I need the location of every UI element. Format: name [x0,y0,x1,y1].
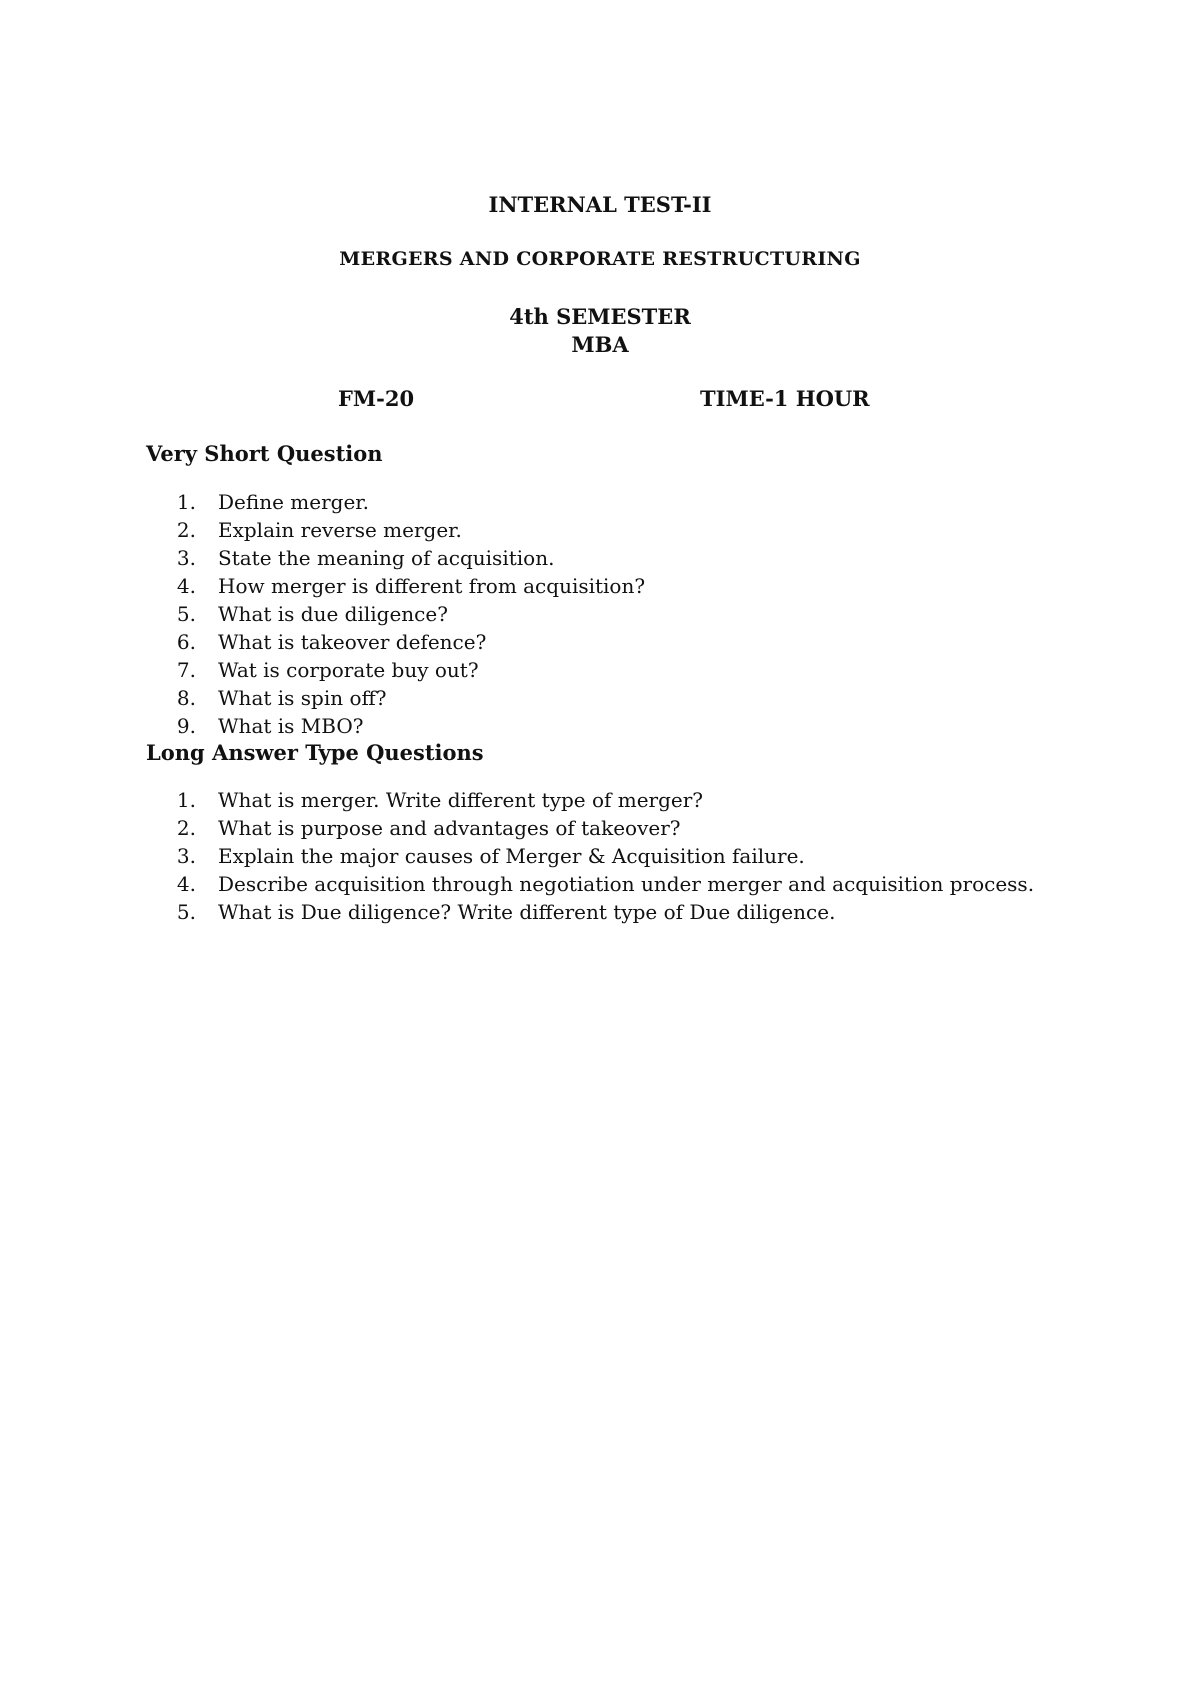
question-text: Describe acquisition through negotiation under merger and acquisition process. [218,872,1035,896]
question-number: 4. [176,872,196,896]
list-item [146,898,1034,926]
question-number: 5. [176,900,196,924]
question-number: 1. [176,788,196,812]
semester-label: 4th SEMESTER [509,304,691,329]
question-text: How merger is different from acquisition? [218,574,646,598]
question-number: 6. [176,630,196,654]
time-limit: TIME-1 HOUR [700,386,870,411]
question-number: 7. [176,658,196,682]
program-label: MBA [571,332,629,357]
list-item [146,628,645,656]
list-item [146,600,645,628]
list-item [146,488,645,516]
question-text: State the meaning of acquisition. [218,546,555,570]
question-number: 9. [176,714,196,738]
question-text: Wat is corporate buy out? [218,658,479,682]
very-short-question-list [146,488,645,740]
list-item [146,814,1034,842]
list-item [146,684,645,712]
subject-title: MERGERS AND CORPORATE RESTRUCTURING [339,248,861,270]
list-item [146,516,645,544]
question-text: Define merger. [218,490,370,514]
question-text: What is takeover defence? [218,630,487,654]
very-short-heading: Very Short Question [146,441,383,466]
question-text: What is spin off? [218,686,387,710]
long-answer-question-list [146,786,1034,926]
question-number: 3. [176,844,196,868]
question-number: 2. [176,816,196,840]
question-number: 8. [176,686,196,710]
question-text: What is due diligence? [218,602,448,626]
list-item [146,870,1034,898]
list-item [146,572,645,600]
question-text: What is merger. Write different type of merger? [218,788,704,812]
question-number: 3. [176,546,196,570]
test-title: INTERNAL TEST-II [488,192,712,217]
list-item [146,712,645,740]
list-item [146,544,645,572]
list-item [146,842,1034,870]
question-number: 1. [176,490,196,514]
long-answer-heading: Long Answer Type Questions [146,740,484,765]
question-number: 2. [176,518,196,542]
question-number: 5. [176,602,196,626]
full-marks: FM-20 [338,386,415,411]
list-item [146,786,1034,814]
question-number: 4. [176,574,196,598]
question-text: Explain reverse merger. [218,518,462,542]
question-text: What is purpose and advantages of takeover? [218,816,681,840]
question-text: What is MBO? [218,714,364,738]
question-text: Explain the major causes of Merger & Acquisition failure. [218,844,805,868]
list-item [146,656,645,684]
question-text: What is Due diligence? Write different type of Due diligence. [218,900,836,924]
